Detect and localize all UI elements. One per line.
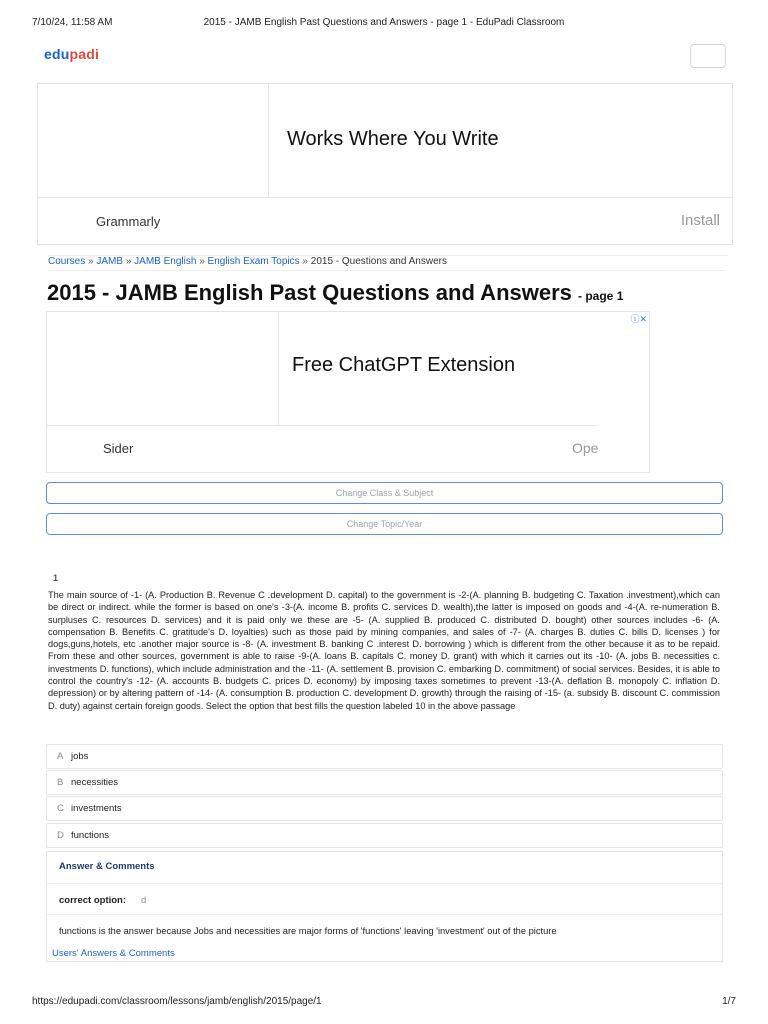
ad-divider (268, 84, 269, 197)
question-text: The main source of -1- (A. Production B. Revenue C .development D. capital) to the government is -2-(A. planning B. budgeting C. Taxation .investment),which can be direct or indirect. while the former is based on one's -3-(A. income B. profits C. services D. wealth),the latter is imposed on goods and -4-(A. re-numeration B. surpluses C. resources D. services) and it is paid only we these are -5- (A. supplied B. produced C. distributed D. bought) other sources includes -6- (A. compensation B. Benefits C. gratitude's D. loyalties) such as those paid by mining companies, and sales of -7- (A. charges B. duties C. bills D. licenses ) for dogs,guns,hotels, etc .another major source is -8- (A. investment B. banking C .interest D. borrowing ) which is different from the other because it as to be repaid. From these and other sources, government is able to raise -9-(A. loans B. capitals C. money D. grant) with which it carries out its -10- (A. jobs B. necessities c. investments D. functions), which include administration and the -11- (A. settlement B. provision C. embarking D. commitment) of social services. Besides, it is able to control the country's -12- (A. accounts B. budgets C. prices D. economy) by imposing taxes sometimes to prevent -13-(A. deflation B. monopoly C. inflation D. depression) or by altering pattern of -14- (A. consumption B. production C. development D. growth) through the raising of -15- (a. subsidy B. discount C. commission D. duty) against certain foreign goods. Select the option that best fills the question labeled 10 in the above passage (48, 590, 720, 711)
logo-part-edu: edu (44, 46, 70, 62)
change-topic-button[interactable]: Change Topic/Year (46, 513, 723, 535)
option-letter: C (57, 803, 64, 814)
ad-title: Works Where You Write (287, 128, 499, 150)
breadcrumb-link-jamb[interactable]: JAMB (96, 256, 124, 267)
option-c[interactable] (46, 796, 723, 821)
breadcrumb-separator: » (302, 256, 308, 267)
ad-title: Free ChatGPT Extension (292, 354, 516, 376)
breadcrumb-separator: » (199, 256, 205, 267)
logo-part-padi: padi (69, 46, 100, 62)
breadcrumb (48, 255, 728, 267)
ad-brand: Grammarly (96, 214, 161, 229)
breadcrumb-separator: » (125, 256, 132, 267)
page-title-text: 2015 - JAMB English Past Questions and Answers (47, 280, 572, 305)
breadcrumb-link-exam-topics[interactable]: English Exam Topics (207, 256, 300, 267)
page-subtitle: - page 1 (578, 289, 624, 303)
print-url: https://edupadi.com/classroom/lessons/jamb/english/2015/page/1 (32, 996, 322, 1007)
answer-heading: Answer & Comments (59, 861, 155, 872)
answer-divider (47, 914, 722, 915)
question-number: 1 (53, 573, 59, 583)
ad-install-button[interactable]: Install (680, 212, 720, 229)
answer-panel (46, 851, 723, 962)
option-letter: A (57, 751, 64, 762)
ad-banner-sider[interactable] (46, 311, 650, 473)
adchoices-icon[interactable]: ⓘ✕ (630, 314, 647, 324)
users-answers-link[interactable]: Users' Answers & Comments (52, 948, 175, 959)
print-title: 2015 - JAMB English Past Questions and Answers - page 1 - EduPadi Classroom (203, 17, 565, 28)
option-text: functions (71, 830, 110, 841)
option-text: necessities (71, 777, 118, 788)
edupadi-logo[interactable] (44, 46, 99, 62)
option-d[interactable] (46, 823, 723, 848)
breadcrumb-divider (48, 270, 724, 271)
answer-explanation: functions is the answer because Jobs and necessities are major forms of 'functions' leaving 'investment' out of the picture (59, 926, 557, 936)
breadcrumb-current: 2015 - Questions and Answers (310, 256, 447, 267)
page-title (47, 280, 623, 306)
ad-banner-grammarly[interactable] (37, 83, 733, 245)
change-class-button[interactable]: Change Class & Subject (46, 482, 723, 504)
option-letter: B (57, 777, 64, 788)
correct-option-value: d (141, 895, 147, 906)
breadcrumb-link-courses[interactable]: Courses (48, 256, 86, 267)
ad-brand: Sider (103, 441, 134, 456)
option-text: investments (71, 803, 122, 814)
ad-open-button[interactable]: Ope (572, 440, 599, 456)
ad-divider (38, 197, 732, 198)
option-a[interactable] (46, 744, 723, 769)
breadcrumb-link-jamb-english[interactable]: JAMB English (134, 256, 197, 267)
correct-option-label: correct option: (59, 895, 127, 906)
print-datetime: 7/10/24, 11:58 AM (32, 17, 113, 28)
print-page-number: 1/7 (722, 996, 736, 1007)
ad-divider (47, 425, 597, 426)
option-letter: D (57, 830, 64, 841)
answer-divider (47, 883, 722, 884)
ad-divider (278, 312, 279, 425)
option-b[interactable] (46, 770, 723, 795)
option-text: jobs (71, 751, 89, 762)
menu-button[interactable] (690, 44, 726, 68)
breadcrumb-separator: » (88, 256, 94, 267)
